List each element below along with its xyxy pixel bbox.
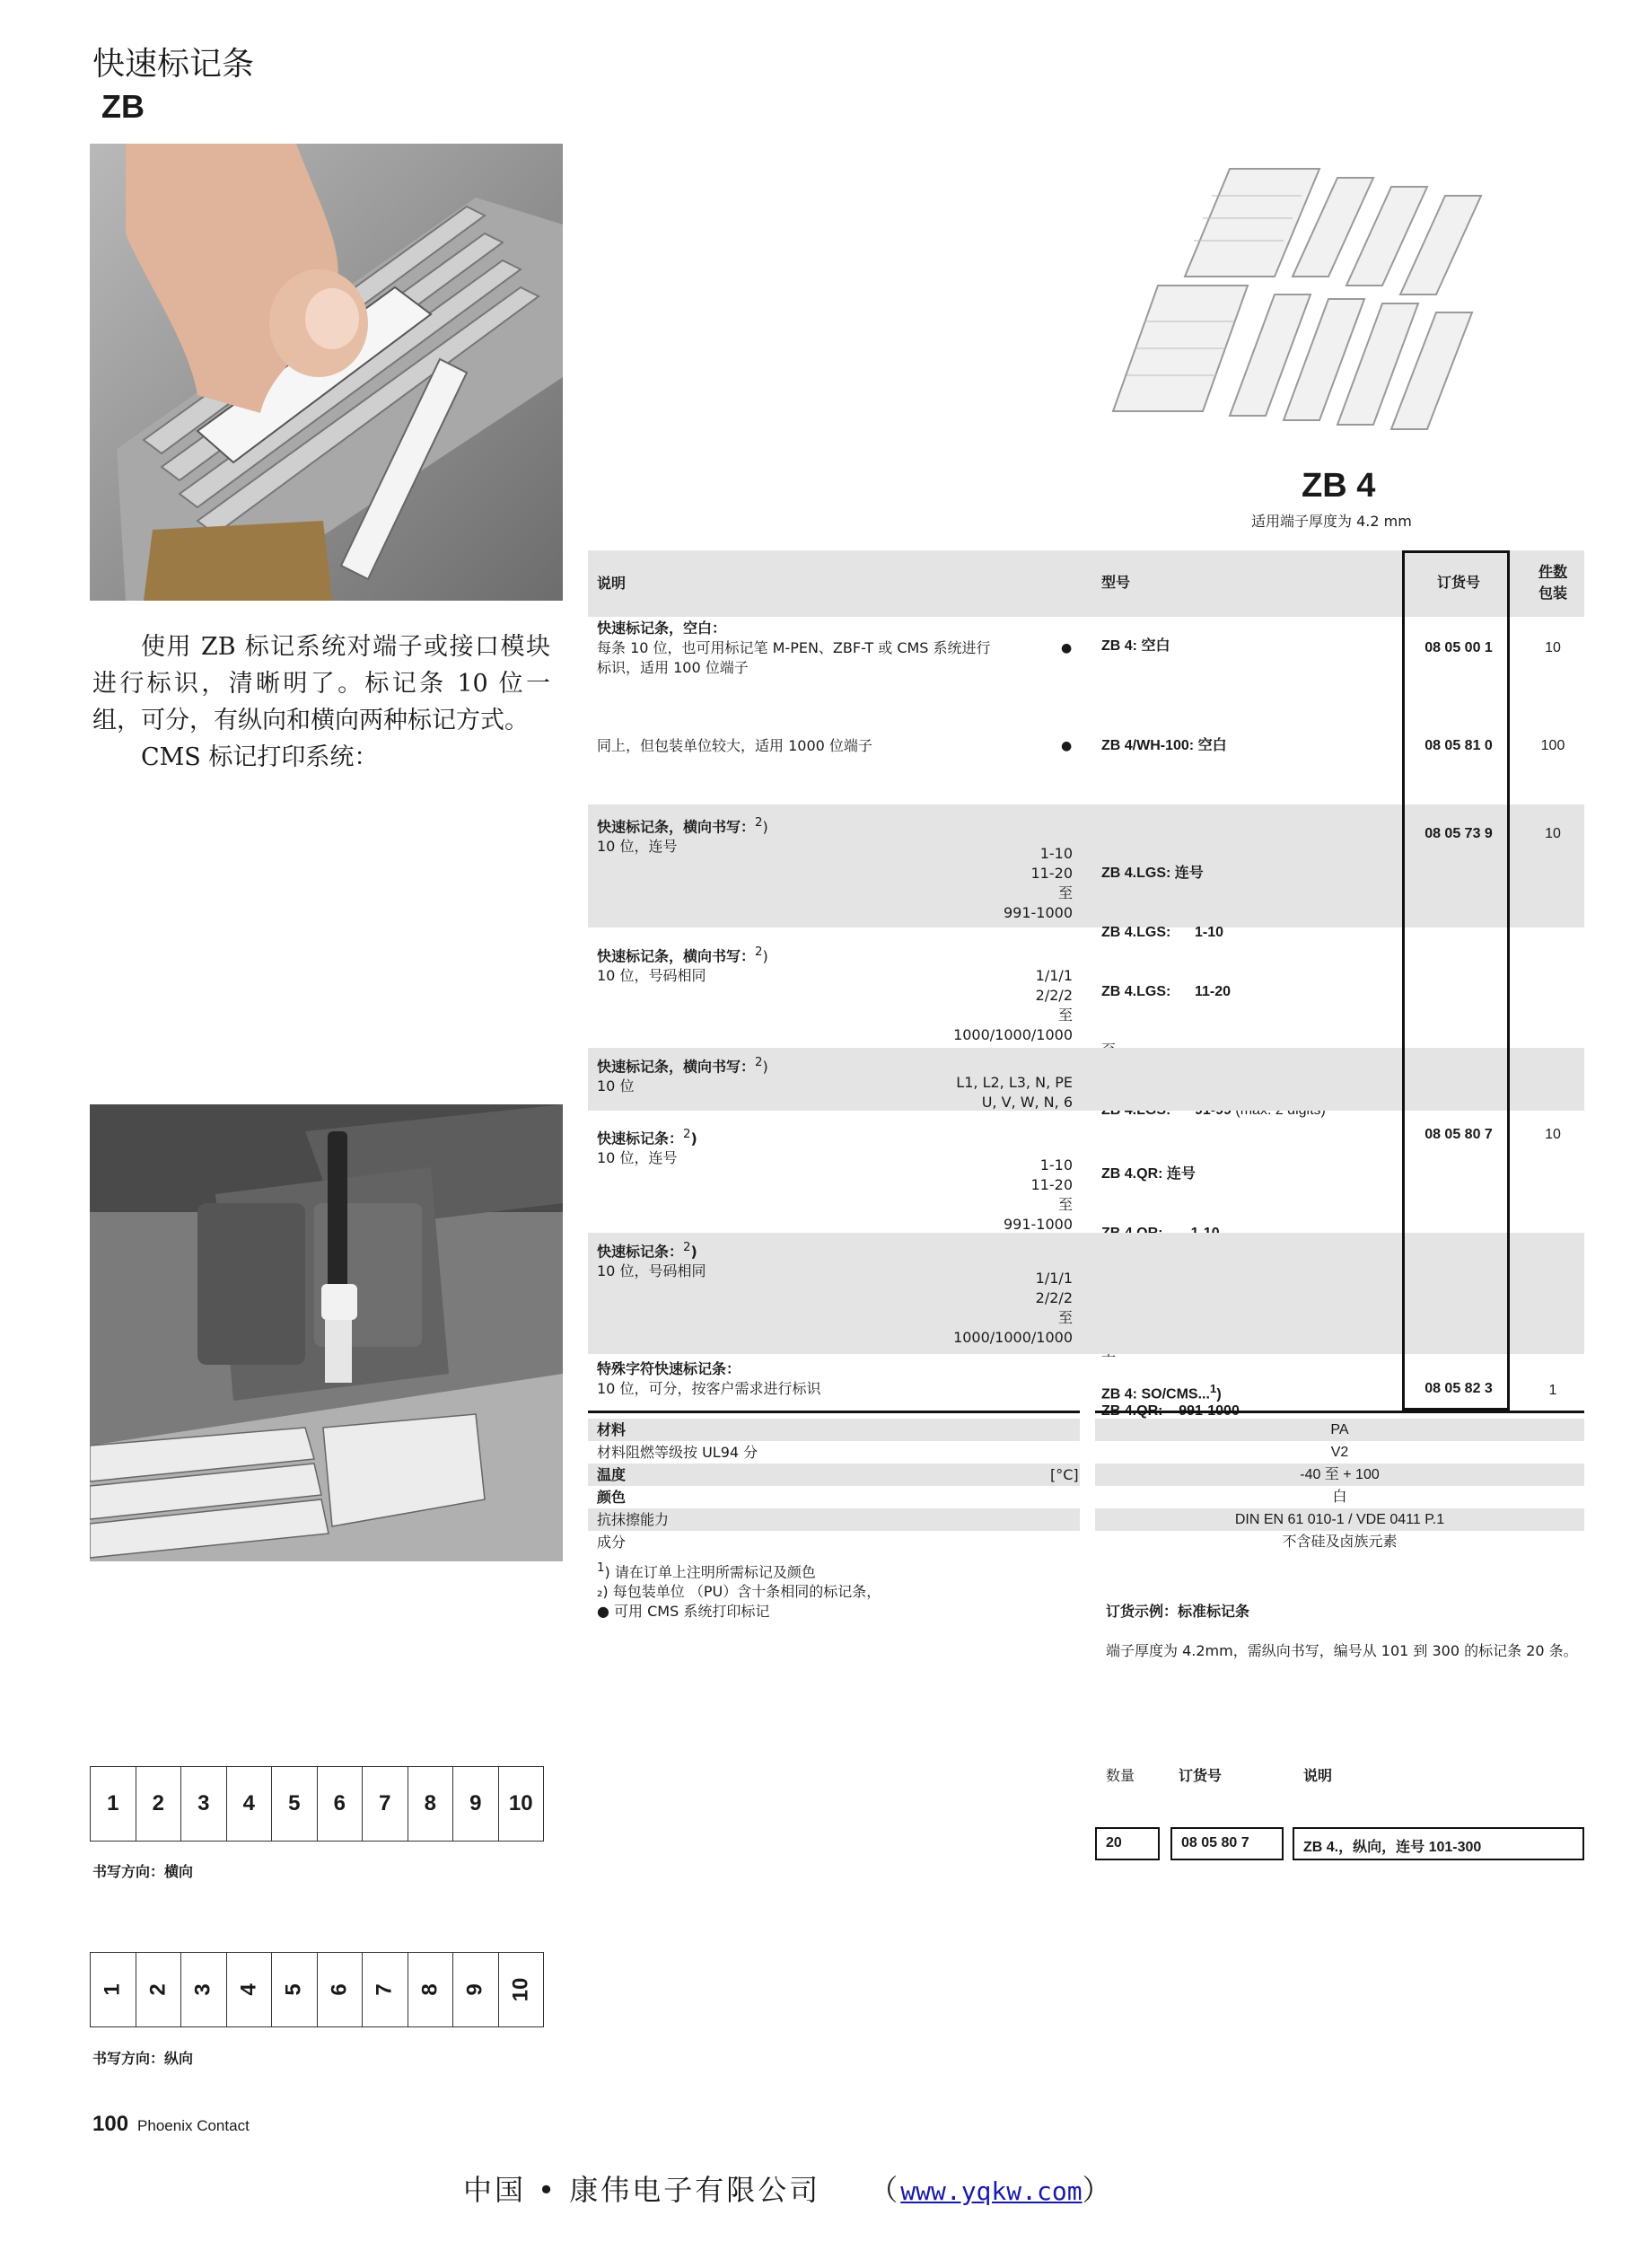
order-example-desc-header: 说明 [1303, 1767, 1333, 1784]
row-line: 标识，适用 100 位端子 [597, 659, 749, 676]
order-example-qty-header: 数量 [1106, 1767, 1135, 1784]
strip-cell [363, 1767, 408, 1841]
type-line: ZB 4.LGS: 1-10 [1101, 925, 1224, 940]
page-number: 100 [92, 2112, 129, 2136]
strip-number: 1 [100, 1983, 125, 1996]
row-title: 快速标记条，横向书写： [597, 947, 756, 965]
type-cell: ZB 4: 空白 [1101, 638, 1170, 654]
material-value: PA [1330, 1422, 1349, 1437]
order-qty-box: 20 [1095, 1827, 1160, 1860]
range-value: 1/1/1 [1035, 967, 1073, 984]
strip-cell [453, 1953, 499, 2026]
abrasion-value: DIN EN 61 010-1 / VDE 0411 P.1 [1234, 1512, 1445, 1527]
strip-cell [408, 1767, 454, 1841]
range-value: 至 [1057, 1309, 1073, 1326]
pu-cell: 10 [1545, 1127, 1561, 1142]
header-pu-bottom: 包装 [1538, 586, 1567, 602]
strip-cell [136, 1953, 182, 2026]
strip-cell [227, 1767, 273, 1841]
range-value: 至 [1057, 884, 1073, 901]
range-value: 11-20 [1030, 1176, 1073, 1193]
footnote-ref: 2 [755, 1056, 763, 1069]
strip-cell [499, 1767, 544, 1841]
temperature-label: 温度 [597, 1466, 627, 1483]
flammability-label: 材料阻燃等级按 UL94 分 [597, 1444, 758, 1461]
vertical-caption: 书写方向：纵向 [92, 2050, 194, 2067]
row-title: 快速标记条，空白： [597, 620, 727, 637]
row-sub: 10 位，号码相同 [597, 1262, 706, 1280]
order-cell: 08 05 00 1 [1424, 640, 1493, 655]
pu-cell: 100 [1540, 738, 1565, 753]
color-label: 颜色 [597, 1489, 627, 1506]
footnote-ref: 2 [683, 1128, 691, 1141]
paren: ) [690, 1130, 697, 1147]
horizontal-strip [90, 1766, 544, 1842]
strip-number: 6 [333, 1791, 346, 1815]
product-name: ZB 4 [1302, 467, 1376, 505]
strip-cell [363, 1953, 408, 2026]
intro-text [92, 629, 550, 776]
paren: ) [762, 1058, 768, 1076]
paren-open: （ [883, 2173, 901, 2207]
paren: ) [762, 947, 768, 965]
strip-number: 8 [424, 1791, 436, 1815]
table-divider [1095, 1411, 1584, 1413]
paren-close: ） [1082, 2173, 1114, 2207]
strip-number: 5 [288, 1791, 301, 1815]
row-text: 同上，但包装单位较大，适用 1000 位端子 [597, 737, 872, 754]
row-sub: 10 位，可分，按客户需求进行标识 [597, 1380, 821, 1397]
range-value: 1-10 [1039, 1156, 1073, 1174]
type-cell: ZB 4: SO/CMS... [1101, 1386, 1210, 1402]
strip-cell [272, 1767, 318, 1841]
row-title: 快速标记条，横向书写： [597, 1058, 756, 1076]
order-cell: 08 05 80 7 [1424, 1127, 1493, 1142]
strip-number: 10 [508, 1977, 533, 2002]
strip-cell [136, 1767, 182, 1841]
strip-cell [318, 1953, 364, 2026]
footnotes [597, 1559, 881, 1622]
order-column-frame [1402, 550, 1510, 1411]
order-desc-box: ZB 4.，纵向，连号 101-300 [1293, 1827, 1584, 1860]
row-title: 快速标记条： [597, 1243, 684, 1261]
flammability-value: V2 [1330, 1445, 1349, 1460]
terminal-marking-photo [90, 144, 563, 601]
brand-name: Phoenix Contact [137, 2117, 250, 2134]
footnote-2: ₂) 每包装单位 （PU）含十条相同的标记条， [597, 1583, 881, 1601]
code-value: U, V, W, N, 6 [981, 1094, 1073, 1111]
range-value: 991-1000 [1003, 904, 1073, 921]
product-note: 适用端子厚度为 4.2 mm [1251, 513, 1412, 530]
paren: ) [762, 818, 768, 836]
color-value: 白 [1332, 1490, 1347, 1505]
temperature-value: -40 至 + 100 [1300, 1467, 1380, 1482]
range-value: 1/1/1 [1035, 1270, 1073, 1287]
table-divider [588, 1411, 1080, 1413]
range-value: 1000/1000/1000 [953, 1329, 1073, 1346]
zb4-product-image [1104, 160, 1526, 438]
order-example-text: 端子厚度为 4.2mm，需纵向书写，编号从 101 到 300 的标记条 20 条。 [1106, 1642, 1578, 1659]
materials-table [588, 1419, 1584, 1558]
paren: ) [1216, 1386, 1222, 1402]
strip-number: 1 [107, 1791, 119, 1815]
company-url[interactable]: www.yqkw.com [900, 2176, 1083, 2206]
row-title: 特殊字符快速标记条： [597, 1360, 741, 1377]
strip-number: 5 [281, 1983, 306, 1996]
order-number-box: 08 05 80 7 [1170, 1827, 1284, 1860]
row-title: 快速标记条： [597, 1130, 684, 1147]
composition-value: 不含硅及卤族元素 [1282, 1534, 1398, 1550]
pu-cell: 10 [1545, 640, 1561, 655]
strip-cell [181, 1767, 227, 1841]
strip-number: 7 [372, 1983, 397, 1996]
strip-cell [272, 1953, 318, 2026]
strip-number: 4 [236, 1983, 261, 1996]
strip-number: 3 [190, 1983, 215, 1996]
page-footer [92, 2112, 250, 2137]
intro-paragraph: 使用 ZB 标记系统对端子或接口模块进行标识，清晰明了。标记条 10 位一组，可分，有纵向和横向两种标记方式。 [92, 633, 550, 734]
footnote-ref: 1 [1209, 1382, 1217, 1395]
range-value: 991-1000 [1003, 1216, 1073, 1233]
footnote-ref: 2 [755, 945, 763, 959]
type-line: ZB 4.LGS: 11-20 [1101, 984, 1232, 999]
order-cell: 08 05 82 3 [1424, 1381, 1493, 1396]
header-order: 订货号 [1436, 576, 1480, 591]
range-value: 11-20 [1030, 865, 1073, 882]
row-sub: 10 位，连号 [597, 838, 678, 856]
strip-number: 9 [462, 1983, 487, 1996]
row-sub: 10 位 [597, 1077, 635, 1095]
strip-number: 2 [152, 1791, 164, 1815]
row-line: 每条 10 位，也可用标记笔 M-PEN、ZBF-T 或 CMS 系统进行 [597, 639, 991, 656]
strip-number: 3 [197, 1791, 210, 1815]
horizontal-caption: 书写方向：横向 [92, 1863, 194, 1880]
strip-cell [318, 1767, 364, 1841]
footnote-cms: ● 可用 CMS 系统打印标记 [597, 1603, 770, 1621]
material-label: 材料 [597, 1421, 627, 1438]
row-title: 快速标记条，横向书写： [597, 818, 756, 836]
order-example-title: 订货示例：标准标记条 [1106, 1603, 1250, 1620]
cms-plotter-photo [90, 1104, 563, 1561]
strip-number: 2 [145, 1983, 171, 1996]
cms-dot: ● [1061, 739, 1073, 753]
strip-number: 9 [469, 1791, 482, 1815]
order-example-order-header: 订货号 [1179, 1767, 1223, 1784]
range-value: 至 [1057, 1196, 1073, 1213]
range-value: 1000/1000/1000 [953, 1026, 1073, 1043]
strip-cell [453, 1767, 499, 1841]
page-subtitle: ZB [101, 88, 145, 125]
row-sub: 10 位，号码相同 [597, 967, 706, 985]
type-line: ZB 4.LGS: 连号 [1101, 866, 1204, 881]
header-pu-top: 件数 [1538, 565, 1567, 580]
strip-number: 7 [379, 1791, 391, 1815]
footnote-ref: 1 [597, 1561, 605, 1575]
vertical-strip [90, 1952, 544, 2027]
strip-number: 10 [508, 1791, 533, 1815]
strip-cell [181, 1953, 227, 2026]
company-line [463, 2167, 1114, 2209]
range-value: 至 [1057, 1007, 1073, 1024]
header-desc: 说明 [597, 575, 627, 592]
order-cell: 08 05 81 0 [1424, 738, 1493, 753]
pu-cell: 1 [1548, 1383, 1557, 1398]
strip-cell [408, 1953, 454, 2026]
strip-number: 4 [242, 1791, 255, 1815]
strip-cell [499, 1953, 544, 2026]
cms-dot: ● [1061, 641, 1073, 655]
range-value: 1-10 [1039, 845, 1073, 862]
strip-cell [91, 1953, 136, 2026]
intro-cms: CMS 标记打印系统： [141, 743, 379, 771]
paren: ) [690, 1243, 697, 1261]
footnote-ref: 2 [683, 1241, 691, 1254]
code-value: L1, L2, L3, N, PE [956, 1074, 1073, 1091]
strip-number: 8 [417, 1983, 443, 1996]
footnote-1: ) 请在订单上注明所需标记及颜色 [604, 1563, 816, 1581]
order-cell: 08 05 73 9 [1424, 826, 1493, 841]
row-sub: 10 位，连号 [597, 1149, 678, 1167]
page-title: 快速标记条 [92, 46, 255, 83]
composition-label: 成分 [597, 1534, 627, 1551]
type-cell: ZB 4/WH-100: 空白 [1101, 738, 1227, 753]
footnote-ref: 2 [755, 816, 763, 830]
company-name: 中国 • 康伟电子有限公司 [463, 2173, 821, 2207]
header-type: 型号 [1101, 576, 1131, 591]
abrasion-label: 抗抹擦能力 [597, 1511, 670, 1528]
range-value: 2/2/2 [1035, 987, 1073, 1004]
strip-number: 6 [327, 1983, 352, 1996]
strip-cell [91, 1767, 136, 1841]
strip-cell [227, 1953, 273, 2026]
pu-cell: 10 [1545, 826, 1561, 841]
temperature-unit: [°C] [1050, 1466, 1079, 1483]
type-line: ZB 4.QR: 连号 [1101, 1166, 1196, 1182]
range-value: 2/2/2 [1035, 1289, 1073, 1306]
